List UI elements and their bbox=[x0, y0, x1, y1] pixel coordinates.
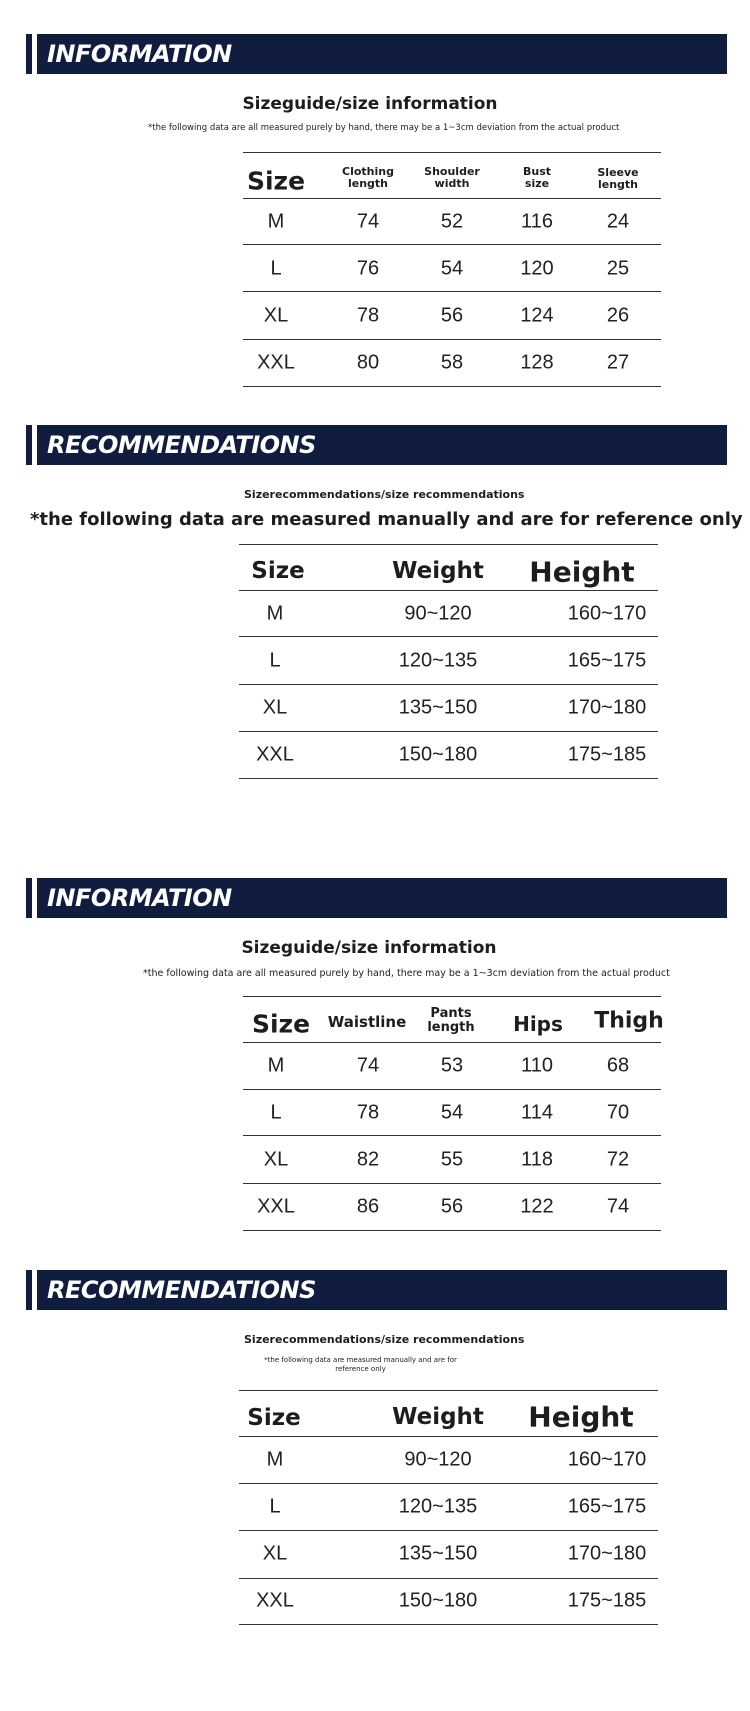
header-hips: Hips bbox=[513, 1012, 563, 1036]
cell: XXL bbox=[257, 351, 295, 374]
cell: 56 bbox=[440, 1195, 464, 1218]
recommendation-table bbox=[239, 544, 658, 779]
cell: 68 bbox=[606, 1054, 630, 1077]
header-pants-length: Pants length bbox=[427, 1006, 475, 1035]
cell: L bbox=[269, 649, 281, 672]
header-height: Height bbox=[529, 555, 635, 589]
header-clothing-length: Clothing length bbox=[342, 165, 394, 190]
cell: 55 bbox=[440, 1148, 464, 1171]
cell: 78 bbox=[356, 1101, 380, 1124]
cell: 135~150 bbox=[398, 1542, 478, 1565]
cell: 114 bbox=[521, 1101, 553, 1124]
header-waistline: Waistline bbox=[327, 1013, 407, 1031]
header-size: Size bbox=[251, 1009, 311, 1039]
cell: M bbox=[267, 210, 285, 233]
cell: 70 bbox=[606, 1101, 630, 1124]
section-title: Sizerecommendations/size recommendations bbox=[244, 1333, 525, 1346]
banner-stripe bbox=[26, 34, 32, 74]
cell: 116 bbox=[521, 210, 553, 233]
header-size: Size bbox=[251, 558, 305, 584]
recommendation-table bbox=[239, 1390, 658, 1625]
cell: 150~180 bbox=[398, 1589, 478, 1612]
cell: 54 bbox=[440, 1101, 464, 1124]
cell: 150~180 bbox=[398, 743, 478, 766]
cell: 56 bbox=[440, 304, 464, 327]
cell: 78 bbox=[356, 304, 380, 327]
header-size: Size bbox=[247, 1405, 301, 1431]
banner-title: RECOMMENDATIONS bbox=[37, 1270, 727, 1310]
cell: 170~180 bbox=[567, 1542, 647, 1565]
banner-stripe bbox=[26, 878, 32, 918]
cell: 135~150 bbox=[398, 696, 478, 719]
cell: XL bbox=[263, 1148, 289, 1171]
section-note: *the following data are all measured purely by hand, there may be a 1~3cm deviation from the actual product bbox=[143, 968, 670, 979]
section-note: *the following data are measured manually and are for reference only bbox=[30, 509, 743, 530]
cell: 76 bbox=[356, 257, 380, 280]
cell: L bbox=[270, 1101, 282, 1124]
header-thigh: Thigh bbox=[594, 1008, 664, 1034]
cell: 160~170 bbox=[567, 1448, 647, 1471]
cell: M bbox=[266, 602, 284, 625]
cell: 120~135 bbox=[398, 649, 478, 672]
cell: 72 bbox=[606, 1148, 630, 1171]
cell: 74 bbox=[356, 1054, 380, 1077]
cell: 58 bbox=[440, 351, 464, 374]
cell: M bbox=[267, 1054, 285, 1077]
cell: 54 bbox=[440, 257, 464, 280]
cell: XXL bbox=[256, 743, 294, 766]
cell: 80 bbox=[356, 351, 380, 374]
cell: 120~135 bbox=[398, 1495, 478, 1518]
cell: 175~185 bbox=[567, 743, 647, 766]
cell: 74 bbox=[606, 1195, 630, 1218]
cell: 165~175 bbox=[567, 1495, 647, 1518]
header-sleeve-length: Sleeve length bbox=[597, 166, 639, 191]
cell: XL bbox=[263, 304, 289, 327]
banner-stripe bbox=[26, 425, 32, 465]
cell: 52 bbox=[440, 210, 464, 233]
cell: 74 bbox=[356, 210, 380, 233]
cell: 90~120 bbox=[404, 1448, 472, 1471]
cell: 120 bbox=[520, 257, 554, 280]
cell: 26 bbox=[606, 304, 630, 327]
cell: XL bbox=[262, 1542, 288, 1565]
cell: 175~185 bbox=[567, 1589, 647, 1612]
header-weight: Weight bbox=[392, 558, 484, 584]
header-size: Size bbox=[246, 166, 306, 196]
cell: L bbox=[269, 1495, 281, 1518]
cell: 86 bbox=[356, 1195, 380, 1218]
section-title: Sizeguide/size information bbox=[242, 94, 498, 114]
cell: 118 bbox=[521, 1148, 553, 1171]
cell: 128 bbox=[520, 351, 554, 374]
section-title: Sizerecommendations/size recommendations bbox=[244, 488, 525, 501]
cell: 124 bbox=[520, 304, 554, 327]
cell: 122 bbox=[520, 1195, 554, 1218]
cell: M bbox=[266, 1448, 284, 1471]
size-table bbox=[243, 152, 661, 387]
section-banner bbox=[26, 878, 727, 918]
section-banner bbox=[26, 34, 727, 74]
cell: L bbox=[270, 257, 282, 280]
cell: 165~175 bbox=[567, 649, 647, 672]
cell: XXL bbox=[256, 1589, 294, 1612]
banner-title: INFORMATION bbox=[37, 878, 727, 918]
section-note: *the following data are all measured purely by hand, there may be a 1~3cm deviation from the actual product bbox=[148, 123, 620, 133]
cell: 27 bbox=[606, 351, 630, 374]
header-height: Height bbox=[528, 1400, 634, 1434]
cell: 110 bbox=[521, 1054, 553, 1077]
cell: 82 bbox=[356, 1148, 380, 1171]
banner-stripe bbox=[26, 1270, 32, 1310]
section-note: *the following data are measured manually and are for reference only bbox=[264, 1356, 457, 1373]
cell: XXL bbox=[257, 1195, 295, 1218]
cell: XL bbox=[262, 696, 288, 719]
header-shoulder-width: Shoulder width bbox=[424, 165, 480, 190]
banner-title: RECOMMENDATIONS bbox=[37, 425, 727, 465]
cell: 53 bbox=[440, 1054, 464, 1077]
section-banner bbox=[26, 425, 727, 465]
section-title: Sizeguide/size information bbox=[241, 938, 497, 958]
size-table bbox=[243, 996, 664, 1231]
header-bust-size: Bust size bbox=[522, 165, 552, 190]
cell: 90~120 bbox=[404, 602, 472, 625]
banner-title: INFORMATION bbox=[37, 34, 727, 74]
cell: 24 bbox=[606, 210, 630, 233]
cell: 25 bbox=[606, 257, 630, 280]
cell: 160~170 bbox=[567, 602, 647, 625]
cell: 170~180 bbox=[567, 696, 647, 719]
section-banner bbox=[26, 1270, 727, 1310]
header-weight: Weight bbox=[392, 1404, 484, 1430]
